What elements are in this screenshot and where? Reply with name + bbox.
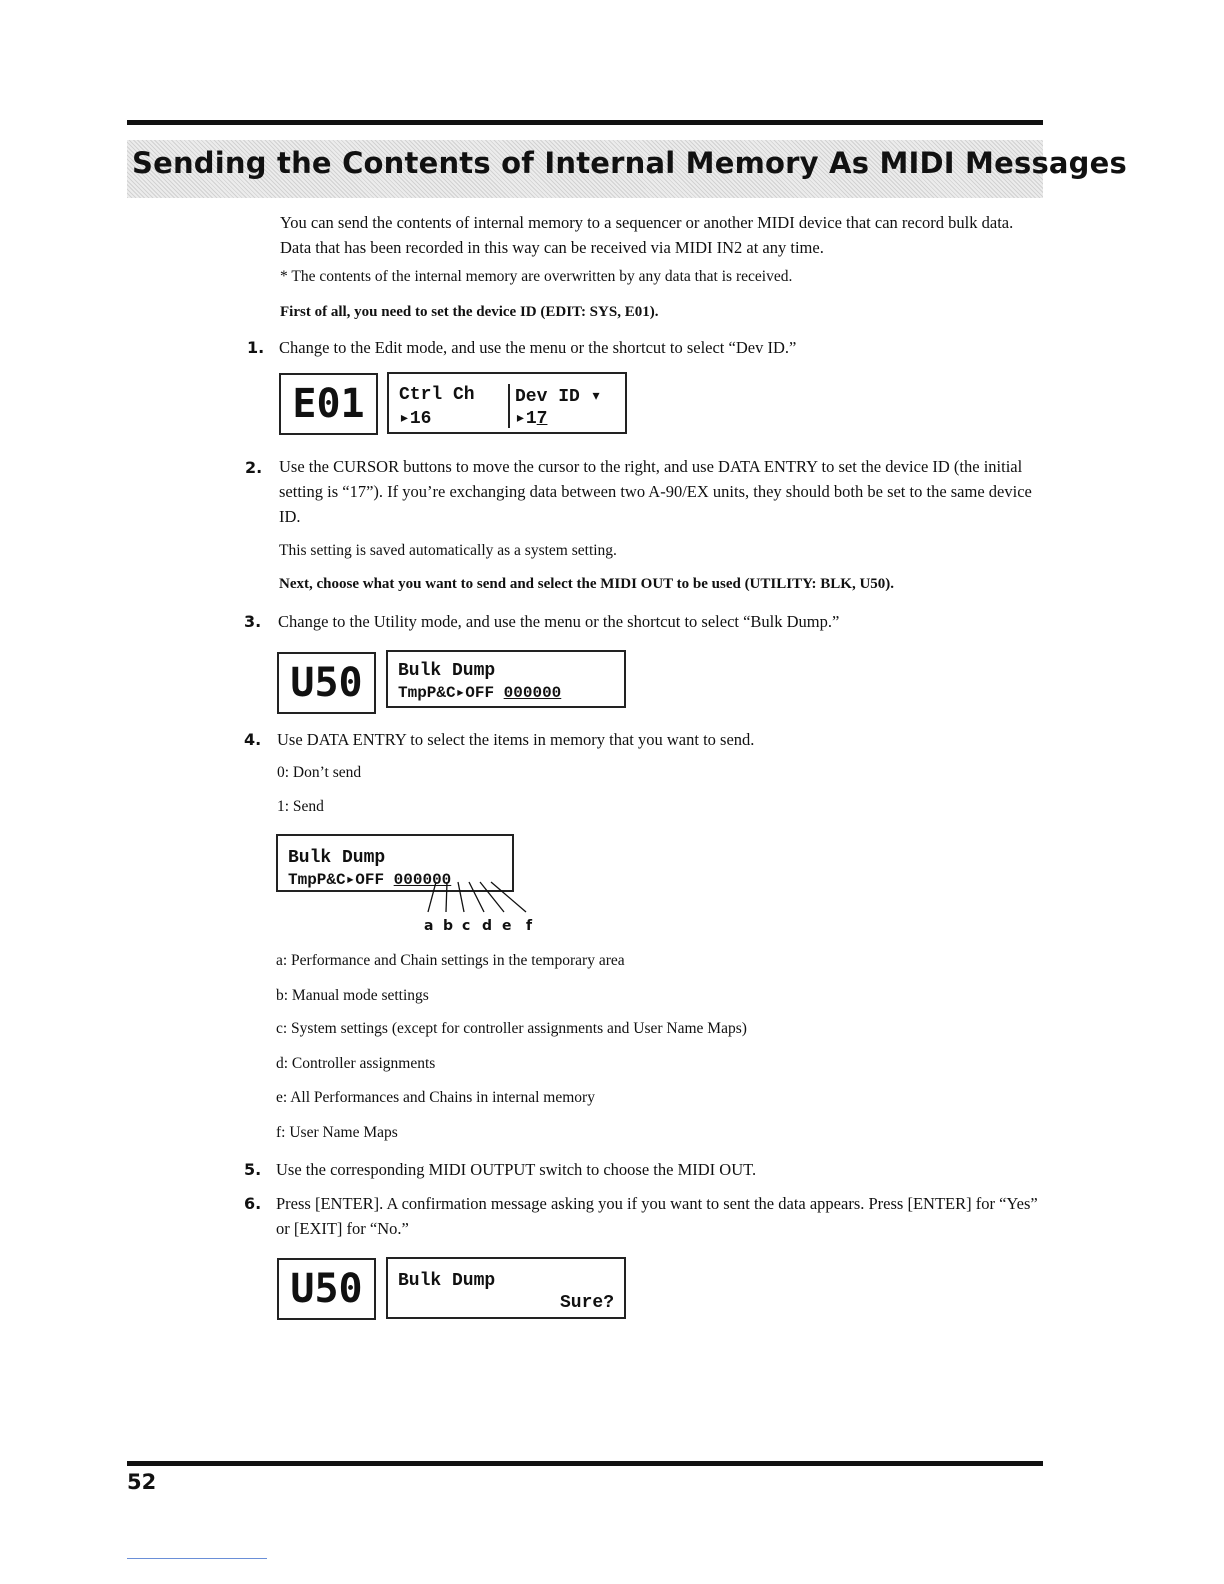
legend-item-e: e: All Performances and Chains in internal memory [276, 1089, 595, 1106]
lcd-divider [508, 384, 510, 428]
lcd-value-ctrl-ch: ▸16 [399, 409, 432, 429]
lcd-line-2: TmpP&C▸OFF 000000 [398, 684, 562, 702]
legend-item-b: b: Manual mode settings [276, 987, 429, 1004]
option-send: 1: Send [277, 798, 324, 815]
lcd-line-1: Bulk Dump [398, 1271, 496, 1291]
bottom-rule [127, 1461, 1043, 1466]
marker-f: f [526, 918, 533, 934]
step-text: Use the corresponding MIDI OUTPUT switch to choose the MIDI OUT. [276, 1160, 757, 1179]
u50-code-box: U50 [277, 1258, 376, 1320]
option-dont-send: 0: Don’t send [277, 764, 362, 781]
marker-d: d [482, 918, 493, 934]
step-text: Change to the Edit mode, and use the menu or the shortcut to select “Dev ID.” [279, 338, 797, 357]
marker-line-e [480, 882, 504, 912]
device-id-note: First of all, you need to set the device ID (EDIT: SYS, E01). [280, 304, 659, 320]
legend-item-d: d: Controller assignments [276, 1055, 436, 1072]
marker-b: b [443, 918, 454, 934]
e01-code-box: E01 [279, 373, 378, 435]
lcd-label-dev-id: Dev ID ▾ [515, 387, 602, 407]
step-number: 2. [245, 458, 263, 477]
top-rule [127, 120, 1043, 125]
lcd-line-1: Bulk Dump [398, 661, 496, 681]
marker-line-a [428, 882, 436, 912]
e01-lcd-display [387, 372, 627, 434]
step-text: Use DATA ENTRY to select the items in memory that you want to send. [277, 730, 755, 749]
marker-line-f [491, 882, 526, 912]
bulk-markers-diagram [420, 880, 550, 935]
marker-line-b [446, 882, 447, 912]
lcd-label-ctrl-ch: Ctrl Ch [399, 385, 475, 405]
u50-lcd-display [386, 650, 626, 708]
legend-item-f: f: User Name Maps [276, 1124, 398, 1141]
next-note: Next, choose what you want to send and select the MIDI OUT to be used (UTILITY: BLK, U50). [279, 576, 895, 592]
step-text: Press [ENTER]. A confirmation message asking you if you want to sent the data appears. Press [ENTER] for “Yes” or [EXIT] for “No.” [276, 1194, 1038, 1238]
marker-line-d [469, 882, 484, 912]
step-number: 1. [247, 338, 265, 357]
lcd-line-2: TmpP&C▸OFF 000000 [288, 871, 452, 889]
step-number: 3. [244, 612, 262, 631]
auto-save-note: This setting is saved automatically as a system setting. [279, 542, 617, 559]
step-text: Use the CURSOR buttons to move the cursor to the right, and use DATA ENTRY to set the device ID (the initial setting is “17”). If you’re exchanging data between two A-90/EX units, they should both be set to the same device ID. [279, 457, 1032, 526]
legend-item-a: a: Performance and Chain settings in the temporary area [276, 952, 625, 969]
overwrite-note: * The contents of the internal memory are overwritten by any data that is received. [280, 268, 793, 285]
marker-c: c [462, 918, 471, 934]
lcd-line-2: Sure? [559, 1293, 614, 1313]
page-title: Sending the Contents of Internal Memory As MIDI Messages [132, 146, 1127, 180]
legend-item-c: c: System settings (except for controller assignments and User Name Maps) [276, 1020, 747, 1037]
u50-code-box: U50 [277, 652, 376, 714]
step-number: 5. [244, 1160, 262, 1179]
step-text: Change to the Utility mode, and use the menu or the shortcut to select “Bulk Dump.” [278, 612, 840, 631]
marker-a: a [424, 918, 434, 934]
step-number: 4. [244, 730, 262, 749]
marker-line-c [458, 882, 464, 912]
page-number: 52 [127, 1470, 157, 1494]
lcd-value-dev-id: ▸17 [515, 409, 548, 429]
intro-paragraph: You can send the contents of internal memory to a sequencer or another MIDI device that can record bulk data. Data that has been recorded in this way can be received via MIDI IN2 at any time. [280, 213, 1014, 257]
lcd-line-1: Bulk Dump [288, 848, 386, 868]
step-number: 6. [244, 1194, 262, 1213]
u50-confirm-lcd-display [386, 1257, 626, 1319]
footnote-rule [127, 1558, 267, 1559]
marker-e: e [502, 918, 512, 934]
